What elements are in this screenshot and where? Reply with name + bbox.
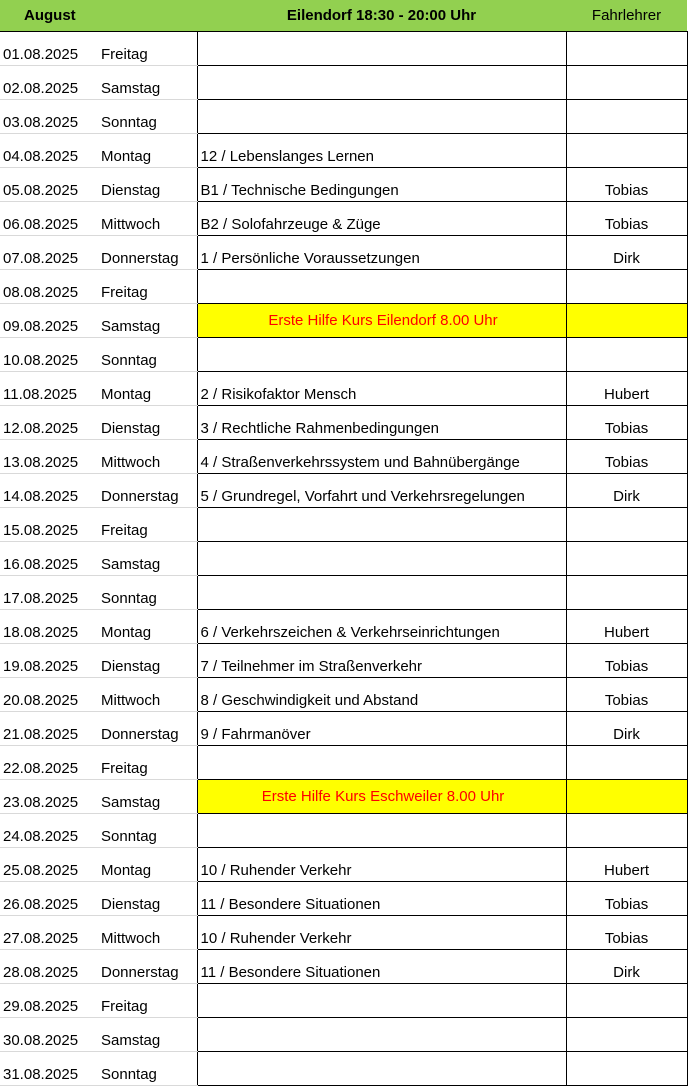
table-row (0, 610, 687, 644)
topic-cell (197, 1052, 566, 1086)
table-row (0, 746, 687, 780)
date-cell: 02.08.2025 (0, 66, 98, 100)
weekday-cell: Dienstag (98, 406, 197, 440)
topic-cell: 11 / Besondere Situationen (197, 950, 566, 984)
topic-cell: 7 / Teilnehmer im Straßenverkehr (197, 644, 566, 678)
teacher-cell: Dirk (566, 712, 687, 746)
table-row (0, 916, 687, 950)
weekday-cell: Sonntag (98, 576, 197, 610)
table-row (0, 508, 687, 542)
teacher-cell: Tobias (566, 644, 687, 678)
date-cell: 19.08.2025 (0, 644, 98, 678)
date-cell: 05.08.2025 (0, 168, 98, 202)
weekday-cell: Donnerstag (98, 474, 197, 508)
teacher-cell (566, 1052, 687, 1086)
table-row (0, 882, 687, 916)
table-row (0, 202, 687, 236)
teacher-cell: Dirk (566, 236, 687, 270)
date-cell: 27.08.2025 (0, 916, 98, 950)
topic-cell: 10 / Ruhender Verkehr (197, 916, 566, 950)
topic-cell (197, 1018, 566, 1052)
weekday-cell: Montag (98, 848, 197, 882)
weekday-cell: Sonntag (98, 338, 197, 372)
weekday-cell: Mittwoch (98, 678, 197, 712)
table-row (0, 848, 687, 882)
teacher-cell (566, 508, 687, 542)
month-header: August (0, 0, 197, 32)
table-row (0, 644, 687, 678)
table-row (0, 406, 687, 440)
topic-cell: 1 / Persönliche Voraussetzungen (197, 236, 566, 270)
weekday-cell: Donnerstag (98, 236, 197, 270)
weekday-cell: Dienstag (98, 882, 197, 916)
table-row (0, 270, 687, 304)
date-cell: 15.08.2025 (0, 508, 98, 542)
weekday-cell: Mittwoch (98, 916, 197, 950)
date-cell: 29.08.2025 (0, 984, 98, 1018)
topic-cell: 6 / Verkehrszeichen & Verkehrseinrichtungen (197, 610, 566, 644)
topic-cell: 2 / Risikofaktor Mensch (197, 372, 566, 406)
weekday-cell: Sonntag (98, 100, 197, 134)
table-row (0, 1018, 687, 1052)
table-row (0, 440, 687, 474)
teacher-cell: Dirk (566, 474, 687, 508)
weekday-cell: Montag (98, 372, 197, 406)
topic-cell: Erste Hilfe Kurs Eschweiler 8.00 Uhr (197, 780, 566, 814)
date-cell: 07.08.2025 (0, 236, 98, 270)
schedule-body (0, 32, 687, 1086)
teacher-cell: Hubert (566, 372, 687, 406)
date-cell: 14.08.2025 (0, 474, 98, 508)
topic-cell (197, 508, 566, 542)
topic-cell: 3 / Rechtliche Rahmenbedingungen (197, 406, 566, 440)
teacher-cell (566, 270, 687, 304)
teacher-cell (566, 984, 687, 1018)
date-cell: 24.08.2025 (0, 814, 98, 848)
table-row (0, 542, 687, 576)
header-row (0, 0, 687, 32)
teacher-cell: Tobias (566, 168, 687, 202)
teacher-cell (566, 32, 687, 66)
weekday-cell: Freitag (98, 508, 197, 542)
table-row (0, 984, 687, 1018)
date-cell: 26.08.2025 (0, 882, 98, 916)
table-row (0, 1052, 687, 1086)
weekday-cell: Samstag (98, 780, 197, 814)
weekday-cell: Freitag (98, 746, 197, 780)
weekday-cell: Samstag (98, 66, 197, 100)
table-row (0, 474, 687, 508)
date-cell: 20.08.2025 (0, 678, 98, 712)
date-cell: 04.08.2025 (0, 134, 98, 168)
topic-cell: Erste Hilfe Kurs Eilendorf 8.00 Uhr (197, 304, 566, 338)
topic-cell: 5 / Grundregel, Vorfahrt und Verkehrsregelungen (197, 474, 566, 508)
date-cell: 23.08.2025 (0, 780, 98, 814)
date-cell: 12.08.2025 (0, 406, 98, 440)
date-cell: 13.08.2025 (0, 440, 98, 474)
topic-cell (197, 814, 566, 848)
teacher-column-header: Fahrlehrer (566, 0, 687, 32)
teacher-cell: Tobias (566, 202, 687, 236)
teacher-cell: Tobias (566, 916, 687, 950)
table-row (0, 576, 687, 610)
teacher-cell (566, 814, 687, 848)
weekday-cell: Samstag (98, 1018, 197, 1052)
weekday-cell: Freitag (98, 984, 197, 1018)
weekday-cell: Donnerstag (98, 712, 197, 746)
teacher-cell: Hubert (566, 848, 687, 882)
table-row (0, 236, 687, 270)
date-cell: 21.08.2025 (0, 712, 98, 746)
topic-cell (197, 338, 566, 372)
topic-cell (197, 100, 566, 134)
date-cell: 08.08.2025 (0, 270, 98, 304)
teacher-cell (566, 338, 687, 372)
date-cell: 17.08.2025 (0, 576, 98, 610)
topic-cell: 9 / Fahrmanöver (197, 712, 566, 746)
teacher-cell: Tobias (566, 882, 687, 916)
teacher-cell: Hubert (566, 610, 687, 644)
date-cell: 11.08.2025 (0, 372, 98, 406)
table-row (0, 780, 687, 814)
topic-cell (197, 984, 566, 1018)
date-cell: 30.08.2025 (0, 1018, 98, 1052)
table-row (0, 168, 687, 202)
teacher-cell (566, 134, 687, 168)
weekday-cell: Samstag (98, 542, 197, 576)
weekday-cell: Samstag (98, 304, 197, 338)
date-cell: 01.08.2025 (0, 32, 98, 66)
teacher-cell (566, 100, 687, 134)
date-cell: 03.08.2025 (0, 100, 98, 134)
weekday-cell: Mittwoch (98, 202, 197, 236)
date-cell: 28.08.2025 (0, 950, 98, 984)
date-cell: 18.08.2025 (0, 610, 98, 644)
weekday-cell: Sonntag (98, 814, 197, 848)
topic-cell: 12 / Lebenslanges Lernen (197, 134, 566, 168)
date-cell: 25.08.2025 (0, 848, 98, 882)
topic-cell: B2 / Solofahrzeuge & Züge (197, 202, 566, 236)
date-cell: 09.08.2025 (0, 304, 98, 338)
table-row (0, 338, 687, 372)
weekday-cell: Montag (98, 134, 197, 168)
table-row (0, 100, 687, 134)
weekday-cell: Freitag (98, 32, 197, 66)
table-row (0, 372, 687, 406)
topic-cell (197, 746, 566, 780)
teacher-cell (566, 746, 687, 780)
teacher-cell: Tobias (566, 406, 687, 440)
topic-cell (197, 542, 566, 576)
date-cell: 10.08.2025 (0, 338, 98, 372)
table-row (0, 950, 687, 984)
date-cell: 22.08.2025 (0, 746, 98, 780)
teacher-cell (566, 576, 687, 610)
topic-cell: 8 / Geschwindigkeit und Abstand (197, 678, 566, 712)
weekday-cell: Donnerstag (98, 950, 197, 984)
topic-cell (197, 32, 566, 66)
topic-cell: 10 / Ruhender Verkehr (197, 848, 566, 882)
table-row (0, 134, 687, 168)
teacher-cell (566, 1018, 687, 1052)
topic-cell: B1 / Technische Bedingungen (197, 168, 566, 202)
location-time-header: Eilendorf 18:30 - 20:00 Uhr (197, 0, 566, 32)
date-cell: 31.08.2025 (0, 1052, 98, 1086)
weekday-cell: Dienstag (98, 168, 197, 202)
teacher-cell (566, 780, 687, 814)
table-row (0, 304, 687, 338)
table-row (0, 814, 687, 848)
topic-cell (197, 66, 566, 100)
teacher-cell (566, 66, 687, 100)
table-row (0, 32, 687, 66)
teacher-cell: Dirk (566, 950, 687, 984)
topic-cell (197, 270, 566, 304)
date-cell: 06.08.2025 (0, 202, 98, 236)
teacher-cell: Tobias (566, 678, 687, 712)
topic-cell: 11 / Besondere Situationen (197, 882, 566, 916)
teacher-cell: Tobias (566, 440, 687, 474)
table-row (0, 66, 687, 100)
date-cell: 16.08.2025 (0, 542, 98, 576)
table-row (0, 712, 687, 746)
weekday-cell: Dienstag (98, 644, 197, 678)
table-row (0, 678, 687, 712)
teacher-cell (566, 542, 687, 576)
teacher-cell (566, 304, 687, 338)
topic-cell: 4 / Straßenverkehrssystem und Bahnübergänge (197, 440, 566, 474)
weekday-cell: Montag (98, 610, 197, 644)
weekday-cell: Freitag (98, 270, 197, 304)
weekday-cell: Sonntag (98, 1052, 197, 1086)
topic-cell (197, 576, 566, 610)
weekday-cell: Mittwoch (98, 440, 197, 474)
